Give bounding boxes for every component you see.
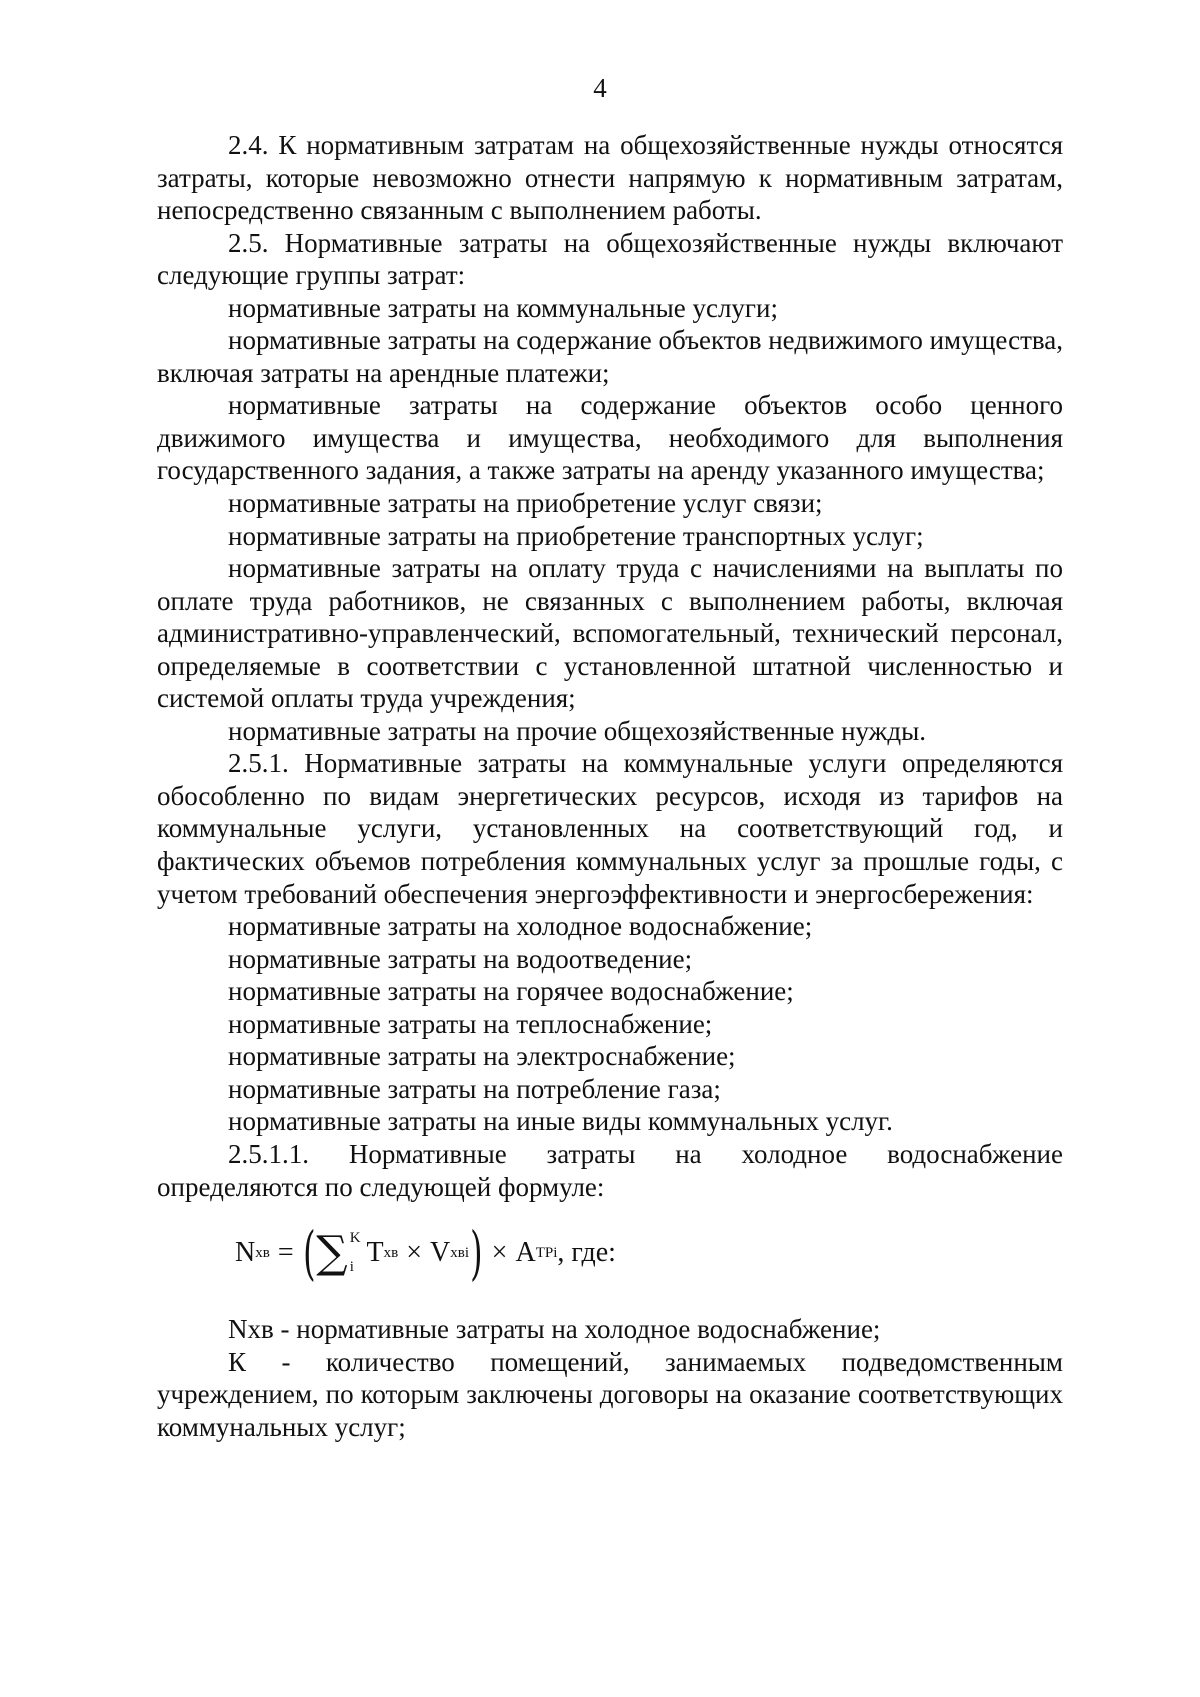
formula-close-paren: )	[470, 1219, 483, 1288]
paragraph: нормативные затраты на горячее водоснабжение;	[228, 976, 794, 1007]
formula-lhs: N	[235, 1236, 256, 1268]
formula-sum-limits	[350, 1231, 361, 1275]
paragraph: нормативные затраты на содержание объектов особо ценного движимого имущества и имущества, необходимого для выполнения государственного задания, а также затраты на аренду указанного имущества;	[157, 390, 1063, 486]
paragraph: нормативные затраты на водоотведение;	[228, 943, 693, 974]
paragraph: нормативные затраты на приобретение транспортных услуг;	[228, 520, 924, 551]
formula-t-subscript: хв	[383, 1244, 399, 1261]
paragraph: нормативные затраты на электроснабжение;	[228, 1041, 736, 1072]
formula-times-1: ×	[406, 1236, 423, 1268]
paragraph: К - количество помещений, занимаемых подведомственным учреждением, по которым заключены договоры на оказание соответствующих коммунальных услуг;	[157, 1346, 1063, 1442]
paragraphs-after-formula	[157, 1313, 1063, 1443]
paragraph: Nхв - нормативные затраты на холодное водоснабжение;	[228, 1314, 881, 1345]
formula-lhs-subscript: хв	[255, 1244, 270, 1261]
page-number: 4	[593, 73, 607, 103]
spacer	[157, 1303, 1063, 1313]
paragraph: 2.5.1. Нормативные затраты на коммунальные услуги определяются обособленно по видам энергетических ресурсов, исходя из тарифов на коммунальные услуги, установленных на соответствующий год, и фактических объемов потребления коммунальных услуг за прошлые годы, с учетом требований обеспечения энергоэффективности и энергосбережения:	[157, 748, 1063, 909]
formula-open-paren: (	[302, 1219, 316, 1288]
formula-sum-upper: K	[349, 1230, 361, 1247]
paragraph: нормативные затраты на коммунальные услуги;	[228, 292, 778, 323]
formula-times-2: ×	[491, 1236, 508, 1268]
paragraph: нормативные затраты на оплату труда с начислениями на выплаты по оплате труда работников, не связанных с выполнением работы, включая административно-управленческий, вспомогательный, технический персонал, определяемые в соответствии с установленной штатной численностью и системой оплаты труда учреждения;	[157, 553, 1063, 714]
formula-sum-symbol: ∑	[316, 1227, 348, 1279]
paragraphs-before-formula	[157, 129, 1063, 1203]
paragraph: нормативные затраты на содержание объектов недвижимого имущества, включая затраты на арендные платежи;	[157, 325, 1063, 388]
formula-tail: , где:	[557, 1236, 616, 1268]
paragraph: нормативные затраты на холодное водоснабжение;	[228, 911, 813, 942]
formula-a: A	[515, 1236, 536, 1268]
paragraph: нормативные затраты на потребление газа;	[228, 1073, 721, 1104]
formula-v-subscript: хвi	[450, 1244, 470, 1261]
paragraph: нормативные затраты на приобретение услуг связи;	[228, 488, 823, 519]
paragraph: 2.4. К нормативным затратам на общехозяйственные нужды относятся затраты, которые невозможно отнести напрямую к нормативным затратам, непосредственно связанным с выполнением работы.	[157, 130, 1063, 226]
formula-sum-lower: i	[349, 1259, 354, 1276]
formula-t: T	[366, 1236, 384, 1268]
document-body	[157, 129, 1063, 1443]
paragraph: 2.5. Нормативные затраты на общехозяйственные нужды включают следующие группы затрат:	[157, 227, 1063, 291]
formula-equals: =	[277, 1236, 294, 1268]
formula-v: V	[430, 1236, 451, 1268]
paragraph: 2.5.1.1. Нормативные затраты на холодное водоснабжение определяются по следующей формуле:	[157, 1138, 1063, 1202]
paragraph: нормативные затраты на прочие общехозяйственные нужды.	[228, 715, 926, 746]
formula-cold-water	[157, 1203, 1063, 1303]
paragraph: нормативные затраты на иные виды коммунальных услуг.	[228, 1106, 893, 1137]
formula-a-subscript: TPi	[535, 1244, 558, 1261]
formula-expression	[235, 1219, 616, 1288]
paragraph: нормативные затраты на теплоснабжение;	[228, 1008, 713, 1039]
